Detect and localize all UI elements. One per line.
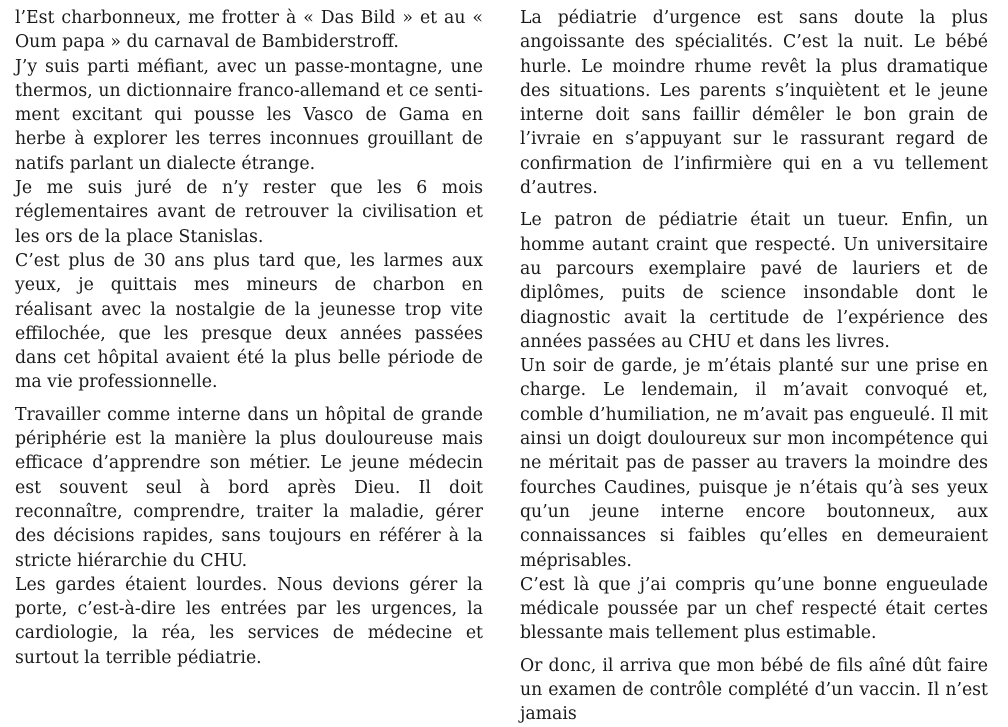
paragraph: Je me suis juré de n’y rester que les 6 mois réglementaires avant de retrouver la civilisation et les ors de la place Stanislas. <box>15 178 483 247</box>
paragraph: C’est là que j’ai compris qu’une bonne engueulade médicale poussée par un chef respecté était certes blessante mais tellement plus estimable. <box>520 574 988 644</box>
paragraph: Les gardes étaient lourdes. Nous devions gérer la porte, c’est-à-dire les entrées par les urgences, la cardiologie, la réa, les services de médecine et surtout la terrible pédiatrie. <box>15 574 483 668</box>
paragraph: J’y suis parti méfiant, avec un passe-montagne, une thermos, un dictionnaire franco-allemand et ce sentiment excitant qui pousse les Vasco de Gama en herbe à explorer les terres inconnues grouillant de natifs parlant un dialecte étrange. <box>15 56 483 174</box>
paragraph: C’est plus de 30 ans plus tard que, les larmes aux yeux, je quittais mes mineurs de charbon en réalisant avec la nostalgie de la jeunesse trop vite effilochée, que les presque deux années passées dans cet hôpital avaient été la plus belle période de ma vie professionnelle. <box>15 250 483 393</box>
paragraph: Or donc, il arriva que mon bébé de fils aîné dût faire un examen de contrôle complété d’un vaccin. Il n’est jamais <box>520 655 988 725</box>
paragraph: l’Est charbonneux, me frotter à « Das Bild » et au « Oum papa » du carnaval de Bambiderstroff. <box>15 8 483 53</box>
paragraph: Le patron de pédiatrie était un tueur. Enfin, un homme autant craint que respecté. Un universitaire au parcours exemplaire pavé de lauriers et de diplômes, puits de science insondable dont le diagnostic avait la certitude de l’expérience des années passées au CHU et dans les livres. <box>520 210 988 352</box>
right-text-column <box>520 6 988 727</box>
paragraph: Un soir de garde, je m’étais planté sur une prise en charge. Le lendemain, il m’avait convoqué et, comble d’humiliation, ne m’avait pas engueulé. Il mit ainsi un doigt douloureux sur mon incompétence qui ne méritait pas de passer au travers la moindre des fourches Caudines, puisque je n’étais qu’à ses yeux qu’un jeune interne encore boutonneux, aux connaissances si faibles qu’elles en demeuraient méprisables. <box>520 356 988 571</box>
paragraph: Travailler comme interne dans un hôpital de grande périphérie est la manière la plus douloureuse mais efficace d’apprendre son métier. Le jeune médecin est souvent seul à bord après Dieu. Il doit reconnaître, comprendre, traiter la maladie, gérer des décisions rapides, sans toujours en référer à la stricte hiérarchie du CHU. <box>15 404 483 571</box>
left-text-column <box>15 6 483 670</box>
paragraph: La pédiatrie d’urgence est sans doute la plus angoissante des spécialités. C’est la nuit. Le bébé hurle. Le moindre rhume revêt la plus dramatique des situations. Les parents s’inquiètent et le jeune interne doit sans faillir démêler le bon grain de l’ivraie en s’appuyant sur le rassurant regard de confirmation de l’infirmière qui en a vu tellement d’autres. <box>520 8 988 199</box>
